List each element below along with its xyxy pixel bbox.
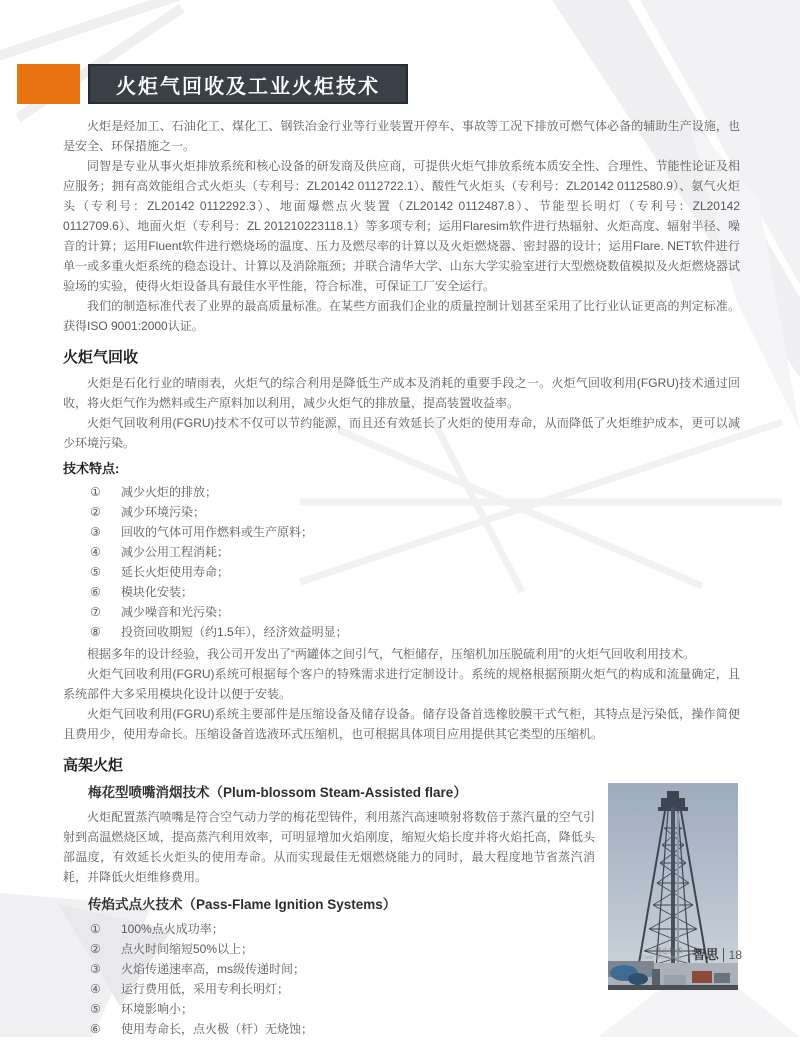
list-marker: ① [90, 485, 101, 499]
list-text: 模块化安装； [121, 585, 194, 599]
fgru-paragraph: 火炬气回收利用(FGRU)技术不仅可以节约能源，而且还有效延长了火炬的使用寿命，从而降低了火炬维护成本，更可以减少环境污染。 [63, 416, 740, 450]
list-item [63, 482, 740, 502]
steam-paragraph: 火炬配置蒸汽喷嘴是符合空气动力学的梅花型铸件，利用蒸汽高速喷射将数倍于蒸汽量的空气引射到高温燃烧区域，提高蒸汽利用效率，可明显增加火焰刚度，缩短火焰长度并将火焰托高，降低头部温度，有效延长火炬头的使用寿命。从而实现最佳无烟燃烧能力的同时，最大程度地节省蒸汽消耗，并降低火炬维修费用。 [63, 810, 595, 884]
footer-label-cn: 核心技术 [654, 948, 683, 956]
list-item [63, 939, 595, 959]
list-item [63, 582, 740, 602]
list-text: 火焰传递速率高，ms级传递时间； [121, 962, 305, 976]
section-heading-fgru: 火炬气回收 [63, 349, 139, 366]
list-marker: ⑥ [90, 1022, 101, 1036]
list-marker: ① [90, 922, 101, 936]
list-marker: ③ [90, 525, 101, 539]
fgru-closing-paragraph: 火炬气回收利用(FGRU)系统可根据每个客户的特殊需求进行定制设计。系统的规格根据预期火炬气的构成和流量确定，且系统部件大多采用模块化设计以便于安装。 [63, 667, 740, 701]
list-text: 减少公用工程消耗； [121, 545, 230, 559]
list-text: 使用寿命长，点火极（杆）无烧蚀； [121, 1022, 314, 1036]
section-heading-elevated: 高架火炬 [63, 757, 124, 774]
features-heading: 技术特点: [63, 461, 120, 476]
list-item [63, 959, 595, 979]
page-header [17, 64, 740, 104]
list-item [63, 979, 595, 999]
page-title: 火炬气回收及工业火炬技术 [88, 64, 408, 104]
list-text: 100%点火成功率； [121, 922, 224, 936]
list-text: 减少环境污染； [121, 505, 206, 519]
footer-label-en: Core Technology [641, 955, 683, 962]
list-marker: ⑧ [90, 625, 101, 639]
list-item [63, 522, 740, 542]
elevated-flare-section [63, 757, 740, 1041]
list-text: 回收的气体可用作燃料或生产原料； [121, 525, 314, 539]
list-marker: ⑥ [90, 585, 101, 599]
list-marker: ② [90, 505, 101, 519]
page-footer [641, 948, 742, 962]
list-text: 减少火炬的排放； [121, 485, 218, 499]
list-marker: ④ [90, 545, 101, 559]
list-item [63, 999, 740, 1019]
list-marker: ② [90, 942, 101, 956]
list-text: 运行费用低，采用专利长明灯； [121, 982, 290, 996]
list-text: 环境影响小； [121, 1002, 194, 1016]
subheading-steam-assisted: 梅花型喷嘴消烟技术（Plum-blossom Steam-Assisted flare） [88, 785, 467, 800]
list-marker: ④ [90, 982, 101, 996]
list-item [63, 622, 740, 642]
list-item [63, 502, 740, 522]
page-number: 18 [728, 948, 742, 962]
list-text: 投资回收期短（约1.5年），经济效益明显； [121, 625, 348, 639]
subheading-ignition: 传焰式点火技术（Pass-Flame Ignition Systems） [88, 897, 397, 912]
list-item [63, 919, 595, 939]
features-list [63, 482, 740, 642]
fgru-closing-paragraph: 火炬气回收利用(FGRU)系统主要部件是压缩设备及储存设备。储存设备首选橡胶膜干式气柜，其特点是污染低，操作简便且费用少，使用寿命长。压缩设备首选液环式压缩机，也可根据具体项目应用提供其它类型的压缩机。 [63, 707, 740, 741]
list-item [63, 1019, 740, 1039]
footer-brand: 智思 [688, 948, 724, 962]
fgru-paragraph: 火炬是石化行业的晴雨表，火炬气的综合利用是降低生产成本及消耗的重要手段之一。火炬气回收利用(FGRU)技术通过回收，将火炬气作为燃料或生产原料加以利用，减少火炬气的排放量，提高装置收益率。 [63, 376, 740, 410]
list-marker: ⑦ [90, 605, 101, 619]
list-text: 减少噪音和光污染； [121, 605, 230, 619]
accent-orange-block [17, 64, 80, 104]
intro-paragraph: 同智是专业从事火炬排放系统和核心设备的研发商及供应商，可提供火炬气排放系统本质安全性、合理性、节能性论证及相应服务；拥有高效能组合式火炬头（专利号：ZL20142 0112722.1）、酸性气火炬头（专利号：ZL20142 0112580.9）、氨气火炬头（专利号：ZL20142 0112292.3）、地面爆燃点火装置（ZL20142 0112487.8）、节能型长明灯（专利号：ZL20142 0112709.6）、地面火炬（专利号：ZL 201210223118.1）等多项专利；运用Flaresim软件进行热辐射、火炬高度、辐射半径、噪音的计算；运用Fluent软件进行燃烧场的温度、压力及燃尽率的计算以及火炬燃烧器、密封器的设计；运用Flare. NET软件进行单一或多重火炬系统的稳态设计、计算以及消除瓶颈；并联合清华大学、山东大学实验室进行大型燃烧数值模拟及火炬燃烧器试验场的实验，使得火炬设备具有最佳水平性能，符合标准，可保证工厂安全运行。 [63, 159, 740, 293]
intro-paragraph: 我们的制造标准代表了业界的最高质量标准。在某些方面我们企业的质量控制计划甚至采用了比行业认证更高的判定标准。获得ISO 9001:2000认证。 [63, 299, 740, 333]
list-item [63, 562, 740, 582]
list-item [63, 542, 740, 562]
list-item [63, 602, 740, 622]
list-marker: ③ [90, 962, 101, 976]
list-marker: ⑤ [90, 565, 101, 579]
fgru-closing-paragraph: 根据多年的设计经验，我公司开发出了“两罐体之间引气，气柜储存，压缩机加压脱硫利用”的火炬气回收利用技术。 [87, 647, 695, 661]
list-marker: ⑤ [90, 1002, 101, 1016]
list-text: 延长火炬使用寿命； [121, 565, 230, 579]
intro-paragraph: 火炬是烃加工、石油化工、煤化工、钢铁冶金行业等行业装置开停车、事故等工况下排放可燃气体必备的辅助生产设施，也是安全、环保措施之一。 [63, 119, 740, 153]
footer-labels [641, 948, 682, 962]
list-text: 点火时间缩短50%以上； [121, 942, 254, 956]
